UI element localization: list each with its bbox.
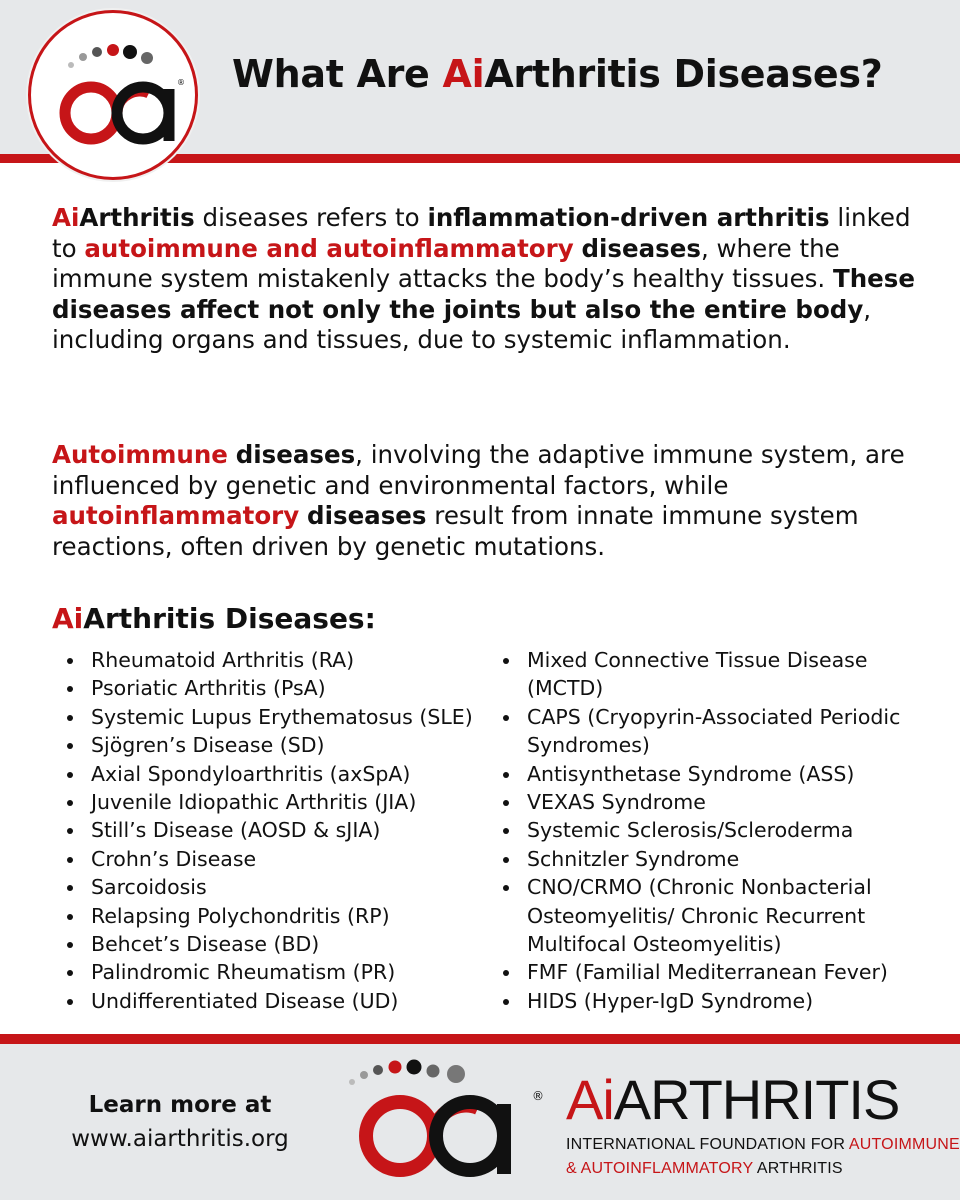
p1-text-1: diseases refers to [194, 203, 428, 232]
p1-text-2: linked to [52, 203, 911, 263]
p1-text-4: , including organs and tissues, due to systemic inflammation. [52, 294, 872, 354]
list-title-accent: Ai [52, 602, 84, 635]
list-item: Behcet’s Disease (BD) [64, 930, 484, 958]
website-link[interactable]: www.aiarthritis.org [71, 1126, 289, 1152]
title-accent: Ai [442, 52, 485, 96]
list-title-rest: Arthritis Diseases: [83, 602, 376, 635]
page-title [232, 52, 882, 96]
list-item: HIDS (Hyper-IgD Syndrome) [500, 987, 940, 1015]
org-name-line-1 [566, 1136, 960, 1154]
p2-text-1: , involving the adaptive immune system, are influenced by genetic and environmental factors, while [52, 440, 905, 500]
list-item: Still’s Disease (AOSD & sJIA) [64, 816, 484, 844]
list-item: FMF (Familial Mediterranean Fever) [500, 958, 940, 986]
list-item: CNO/CRMO (Chronic Nonbacterial Osteomyelitis/ Chronic Recurrent Multifocal Osteomyelitis) [500, 873, 940, 958]
diseases-list-title [52, 602, 376, 635]
footer-band [0, 1044, 960, 1200]
list-item: Sjögren’s Disease (SD) [64, 731, 484, 759]
list-item: VEXAS Syndrome [500, 788, 940, 816]
p1-arthritis: Arthritis [79, 203, 195, 232]
p1-diseases: diseases [581, 233, 701, 263]
list-item: Crohn’s Disease [64, 845, 484, 873]
p1-inflammation-driven: inflammation-driven arthritis [427, 203, 830, 232]
p2-autoinflammatory: autoinflammatory [52, 501, 300, 530]
list-item: Relapsing Polychondritis (RP) [64, 902, 484, 930]
svg-text:®: ® [177, 78, 185, 87]
p2-space-2 [299, 501, 307, 530]
org2-pre: & [566, 1160, 581, 1177]
brand-accent: Ai [566, 1068, 614, 1131]
p2-text-2: result from innate immune system reactions, often driven by genetic mutations. [52, 501, 859, 561]
list-item: Undifferentiated Disease (UD) [64, 987, 484, 1015]
p2-space-1 [228, 440, 236, 469]
p1-text-3: , where the immune system mistakenly attacks the body’s healthy tissues. [52, 233, 840, 293]
list-item: Psoriatic Arthritis (PsA) [64, 674, 484, 702]
list-item: Systemic Sclerosis/Scleroderma [500, 816, 940, 844]
p1-autoimmune-autoinflammatory: autoimmune and autoinflammatory [84, 233, 574, 263]
org-name-line-2 [566, 1160, 843, 1178]
p2-autoimmune: Autoimmune [52, 440, 228, 469]
org1-accent: AUTOIMMUNE [848, 1136, 960, 1153]
intro-paragraph [52, 203, 932, 356]
diseases-list-right [500, 646, 940, 1015]
learn-more-label: Learn more at [88, 1092, 272, 1118]
brand-rest: ARTHRITIS [613, 1068, 900, 1131]
footer-divider [0, 1034, 960, 1044]
list-item: Juvenile Idiopathic Arthritis (JIA) [64, 788, 484, 816]
header-logo [28, 10, 198, 180]
org2-accent: AUTOINFLAMMATORY [580, 1160, 754, 1177]
p2-diseases-2: diseases [307, 501, 427, 530]
org2-post: ARTHRITIS [753, 1160, 843, 1177]
list-item: Palindromic Rheumatism (PR) [64, 958, 484, 986]
title-post: Arthritis Diseases? [484, 52, 883, 96]
list-item: Schnitzler Syndrome [500, 845, 940, 873]
list-item: Rheumatoid Arthritis (RA) [64, 646, 484, 674]
p1-affect-entire-body: These diseases affect not only the joints but also the entire body [52, 264, 915, 324]
brand-wordmark [566, 1068, 900, 1131]
list-item: Antisynthetase Syndrome (ASS) [500, 760, 940, 788]
autoimmune-paragraph [52, 440, 932, 562]
title-pre: What Are [232, 52, 443, 96]
diseases-list-left [64, 646, 484, 1015]
list-item: Sarcoidosis [64, 873, 484, 901]
list-item: CAPS (Cryopyrin-Associated Periodic Syndromes) [500, 703, 940, 760]
svg-text:®: ® [532, 1089, 544, 1103]
p2-diseases-1: diseases [235, 440, 356, 469]
list-item: Mixed Connective Tissue Disease (MCTD) [500, 646, 940, 703]
aiarthritis-logo-icon [340, 1056, 555, 1186]
p1-ai: Ai [52, 203, 80, 232]
org1-pre: INTERNATIONAL FOUNDATION FOR [566, 1136, 849, 1153]
list-item: Systemic Lupus Erythematosus (SLE) [64, 703, 484, 731]
list-item: Axial Spondyloarthritis (axSpA) [64, 760, 484, 788]
aiarthritis-logo-icon [31, 13, 201, 183]
